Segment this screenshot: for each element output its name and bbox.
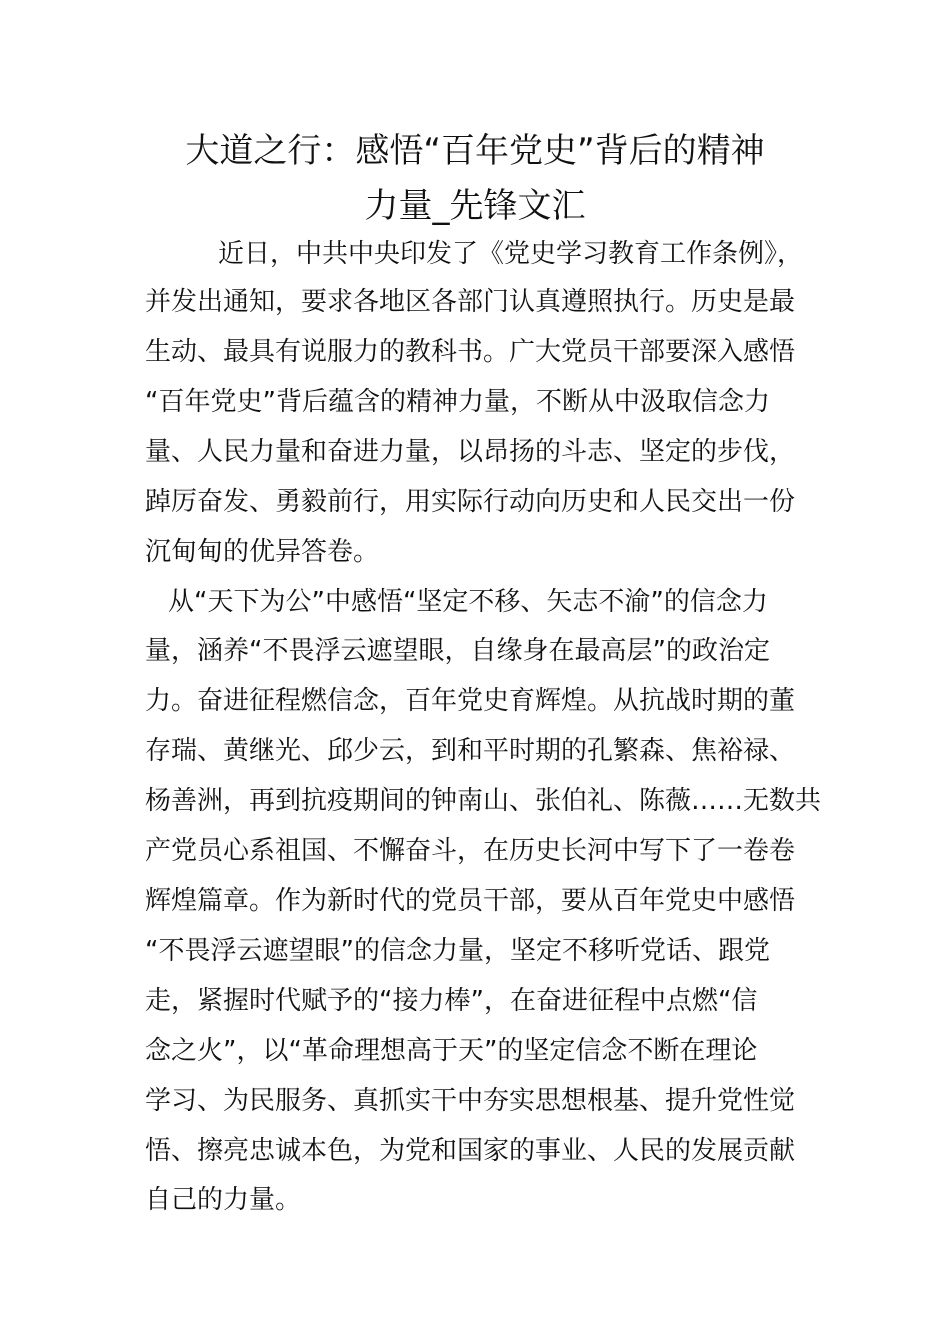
paragraph-2-line-4: 存瑞、黄继光、邱少云，到和平时期的孔繁森、焦裕禄、 xyxy=(145,736,796,766)
paragraph-1-line-7: 沉甸甸的优异答卷。 xyxy=(145,537,380,567)
paragraph-2-line-6: 产党员心系祖国、不懈奋斗，在历史长河中写下了一卷卷 xyxy=(145,836,796,866)
document-title xyxy=(140,124,810,234)
paragraph-1-line-2: 并发出通知，要求各地区各部门认真遵照执行。历史是最 xyxy=(145,287,796,317)
paragraph-1-line-1: 近日，中共中央印发了《党史学习教育工作条例》， xyxy=(218,239,804,269)
paragraph-2-line-13: 自己的力量。 xyxy=(145,1185,302,1215)
title-line-1: 大道之行：感悟“百年党史”背后的精神 xyxy=(185,131,765,171)
paragraph-2-line-5: 杨善洲，再到抗疫期间的钟南山、张伯礼、陈薇……无数共 xyxy=(145,786,822,816)
paragraph-1-line-5: 量、人民力量和奋进力量，以昂扬的斗志、坚定的步伐， xyxy=(145,437,796,467)
paragraph-2-line-11: 学习、为民服务、真抓实干中夯实思想根基、提升党性觉 xyxy=(145,1086,796,1116)
paragraph-2-line-3: 力。奋进征程燃信念，百年党史育辉煌。从抗战时期的董 xyxy=(145,686,796,716)
paragraph-2-line-1: 从“天下为公”中感悟“坚定不移、矢志不渝”的信念力 xyxy=(168,587,768,617)
paragraph-2-line-8: “不畏浮云遮望眼”的信念力量，坚定不移听党话、跟党 xyxy=(145,936,770,966)
paragraph-1-line-4: “百年党史”背后蕴含的精神力量，不断从中汲取信念力 xyxy=(145,387,770,417)
title-line-2: 力量_先锋文汇 xyxy=(364,186,586,226)
paragraph-2-line-9: 走，紧握时代赋予的“接力棒”，在奋进征程中点燃“信 xyxy=(145,986,758,1016)
paragraph-1-line-6: 踔厉奋发、勇毅前行，用实际行动向历史和人民交出一份 xyxy=(145,487,796,517)
paragraph-2-line-10: 念之火”，以“革命理想高于天”的坚定信念不断在理论 xyxy=(145,1036,758,1066)
paragraph-2-line-7: 辉煌篇章。作为新时代的党员干部，要从百年党史中感悟 xyxy=(145,886,796,916)
paragraph-2-line-12: 悟、擦亮忠诚本色，为党和国家的事业、人民的发展贡献 xyxy=(145,1136,796,1166)
paragraph-1-line-3: 生动、最具有说服力的教科书。广大党员干部要深入感悟 xyxy=(145,337,796,367)
paragraph-2-line-2: 量，涵养“不畏浮云遮望眼，自缘身在最高层”的政治定 xyxy=(145,636,770,666)
